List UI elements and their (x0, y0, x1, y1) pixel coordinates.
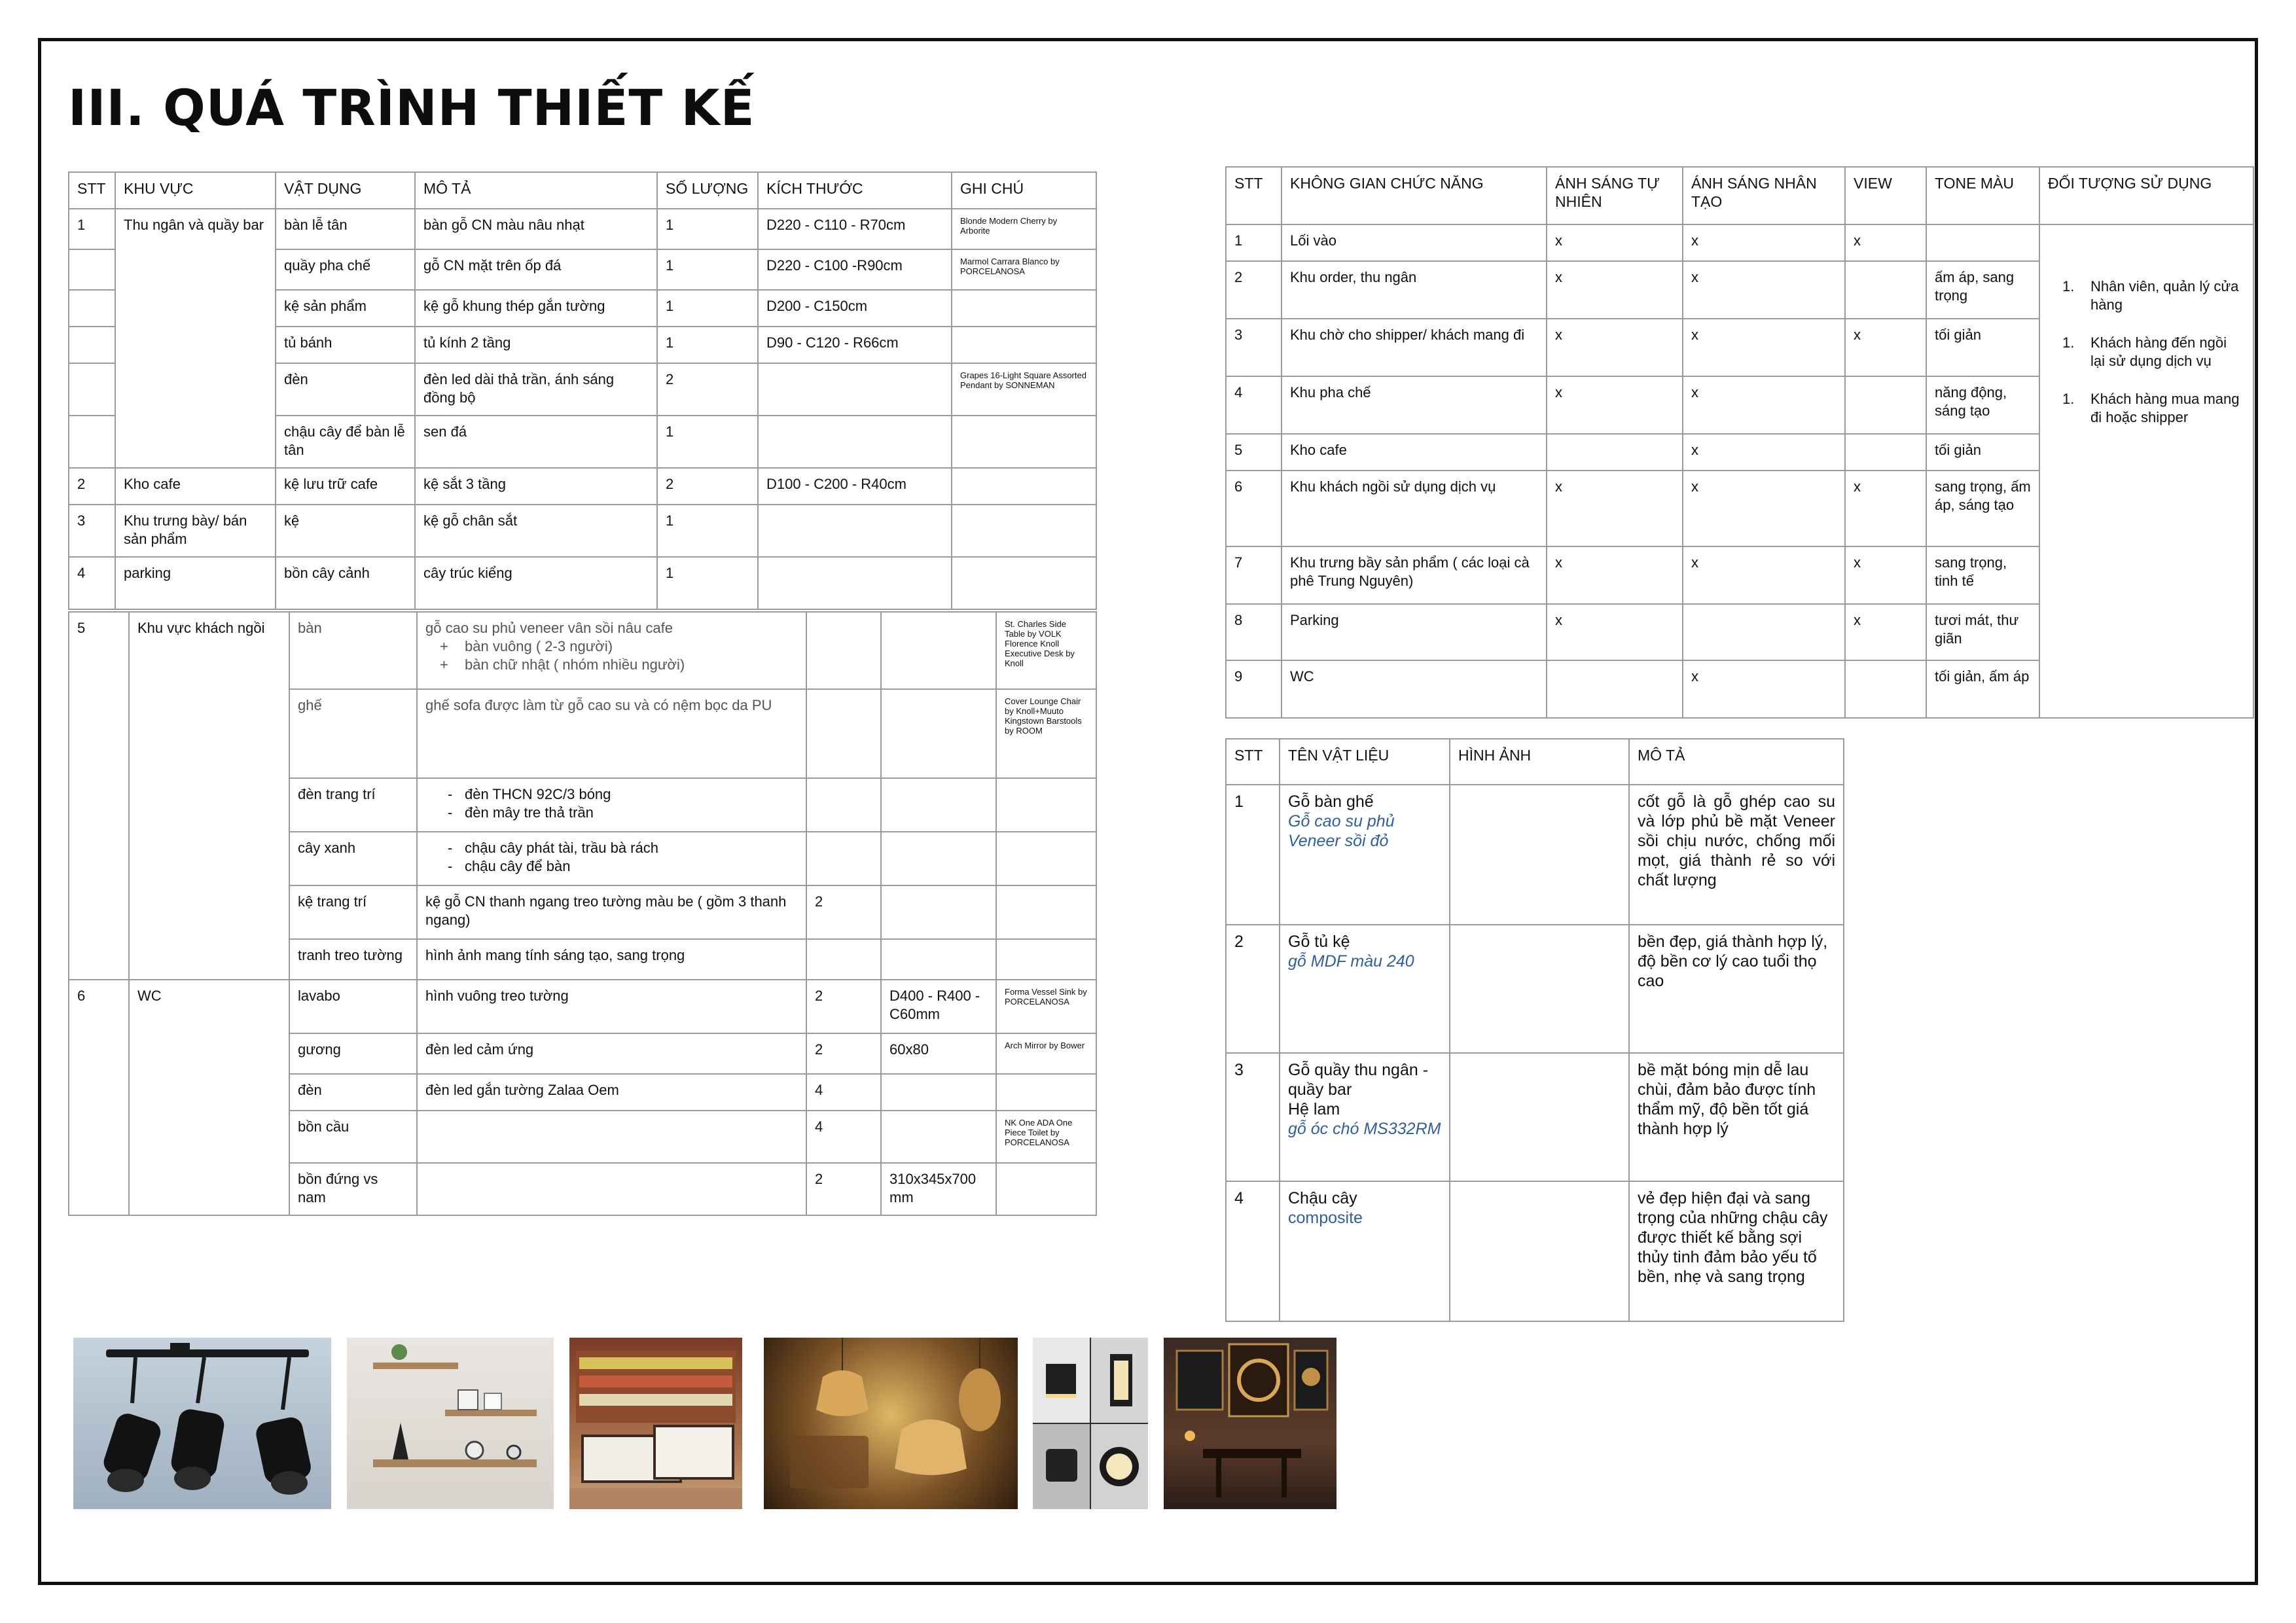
cell-qty (806, 612, 881, 689)
cell-item: chậu cây để bàn lễ tân (276, 416, 415, 468)
cell-artificial-light: x (1683, 546, 1845, 604)
cell-item: bàn lễ tân (276, 209, 415, 249)
cell-view (1845, 261, 1926, 319)
rattan-pendant-image (764, 1338, 1018, 1509)
table-row (69, 505, 1096, 557)
table-row (1226, 1181, 1844, 1321)
cell-material-name (1280, 1181, 1450, 1321)
cell-desc (417, 612, 806, 689)
cell-size (758, 505, 952, 557)
cell-item: tranh treo tường (289, 939, 417, 980)
cell-size (881, 612, 996, 689)
cell-size: D220 - C110 - R70cm (758, 209, 952, 249)
cell-image (1450, 925, 1629, 1053)
list-item: - chậu cây để bàn (425, 857, 798, 876)
cell-note: Forma Vessel Sink by PORCELANOSA (996, 980, 1096, 1033)
cell-item: tủ bánh (276, 327, 415, 363)
cell-note (996, 939, 1096, 980)
header-cell: ÁNH SÁNG TỰ NHIÊN (1547, 167, 1683, 224)
cell-stt: 6 (1226, 471, 1282, 546)
cell-tone: tối giản (1926, 434, 2039, 471)
cell-item: bàn (289, 612, 417, 689)
cell-desc: kệ gỗ CN thanh ngang treo tường màu be ( gồm 3 thanh ngang) (417, 885, 806, 939)
cell-stt: 7 (1226, 546, 1282, 604)
cell-desc: đèn led cảm ứng (417, 1033, 806, 1074)
cell-note: Marmol Carrara Blanco by PORCELANOSA (952, 249, 1096, 290)
cell-space: Kho cafe (1282, 434, 1547, 471)
cell-area: Kho cafe (115, 468, 276, 505)
cell-stt: 3 (69, 505, 115, 557)
header-cell: GHI CHÚ (952, 172, 1096, 209)
cell-image (1450, 785, 1629, 925)
cell-stt: 1 (1226, 785, 1280, 925)
cell-stt: 4 (1226, 1181, 1280, 1321)
cell-tone: năng động, sáng tạo (1926, 376, 2039, 434)
users-list (2048, 277, 2245, 427)
material-type: gỗ MDF màu 240 (1288, 952, 1414, 971)
list-item (2048, 334, 2245, 370)
cell-qty (806, 689, 881, 778)
desc-text: gỗ cao su phủ veneer vân sồi nâu cafe (425, 620, 673, 636)
cell-stt: 1 (69, 209, 115, 249)
cell-note: St. Charles Side Table by VOLK Florence Knoll Executive Desk by Knoll (996, 612, 1096, 689)
cell-qty (806, 778, 881, 832)
cell-item: gương (289, 1033, 417, 1074)
header-cell: ÁNH SÁNG NHÂN TẠO (1683, 167, 1845, 224)
cell-tone (1926, 224, 2039, 261)
cell-qty: 1 (657, 557, 758, 609)
header-cell: ĐỐI TƯỢNG SỬ DỤNG (2039, 167, 2253, 224)
cell-size (881, 832, 996, 885)
header-cell: HÌNH ẢNH (1450, 739, 1629, 785)
table-row (69, 468, 1096, 505)
cell-view (1845, 434, 1926, 471)
cell-note (952, 557, 1096, 609)
cell-qty: 4 (806, 1111, 881, 1163)
cell-desc: bề mặt bóng mịn dễ lau chùi, đảm bảo được tính thẩm mỹ, độ bền tốt giá thành hợp lý (1629, 1053, 1844, 1181)
cell-note (996, 832, 1096, 885)
cell-size (881, 689, 996, 778)
cell-space: Parking (1282, 604, 1547, 660)
table-row (69, 980, 1096, 1033)
cell-artificial-light: x (1683, 224, 1845, 261)
cell-desc: gỗ CN mặt trên ốp đá (415, 249, 657, 290)
cell-qty: 1 (657, 209, 758, 249)
table-row (69, 209, 1096, 249)
list-number: 1. (2062, 391, 2075, 407)
cell-view: x (1845, 546, 1926, 604)
cell-note (952, 327, 1096, 363)
material-name: Gỗ quầy thu ngân - quầy bar (1288, 1061, 1429, 1099)
cell-natural-light: x (1547, 546, 1683, 604)
table-row (69, 612, 1096, 689)
cell-qty: 2 (806, 1033, 881, 1074)
cell-item: cây xanh (289, 832, 417, 885)
table-row (1226, 785, 1844, 925)
cell-stt: 2 (1226, 925, 1280, 1053)
cell-qty: 1 (657, 327, 758, 363)
cell-item: kệ (276, 505, 415, 557)
cell-stt: 3 (1226, 1053, 1280, 1181)
cell-artificial-light: x (1683, 261, 1845, 319)
cell-item: kệ sản phẩm (276, 290, 415, 327)
cell-stt: 3 (1226, 319, 1282, 376)
header-cell: MÔ TẢ (1629, 739, 1844, 785)
cell-item: kệ trang trí (289, 885, 417, 939)
cell-tone: tối giản (1926, 319, 2039, 376)
cell-stt (69, 249, 115, 290)
cell-size (758, 363, 952, 416)
cell-natural-light: x (1547, 376, 1683, 434)
cell-area: WC (129, 980, 289, 1215)
sub-list (425, 637, 798, 674)
track-spotlight-photo (73, 1338, 331, 1509)
cell-stt (69, 416, 115, 468)
cell-qty: 1 (657, 416, 758, 468)
cell-stt (69, 290, 115, 327)
cell-space: Khu order, thu ngân (1282, 261, 1547, 319)
cell-material-name (1280, 925, 1450, 1053)
header-cell: MÔ TẢ (415, 172, 657, 209)
header-cell: TONE MÀU (1926, 167, 2039, 224)
cell-natural-light: x (1547, 224, 1683, 261)
cell-size: D100 - C200 - R40cm (758, 468, 952, 505)
header-cell: STT (1226, 739, 1280, 785)
cell-item: ghế (289, 689, 417, 778)
cell-item: bồn cầu (289, 1111, 417, 1163)
wall-shelf-photo (347, 1338, 554, 1509)
cell-size (881, 939, 996, 980)
cell-stt: 8 (1226, 604, 1282, 660)
cell-item: đèn (289, 1074, 417, 1111)
cell-tone: tối giản, ấm áp (1926, 660, 2039, 718)
cell-natural-light (1547, 660, 1683, 718)
cell-space: Khu khách ngồi sử dụng dịch vụ (1282, 471, 1547, 546)
cell-qty (806, 832, 881, 885)
sub-list (425, 839, 798, 876)
cell-qty: 2 (806, 980, 881, 1033)
display-shelf-photo (569, 1338, 742, 1509)
material-name-2: Hệ lam (1288, 1100, 1340, 1118)
cell-note: Cover Lounge Chair by Knoll+Muuto Kingstown Barstools by ROOM (996, 689, 1096, 778)
cell-size: D90 - C120 - R66cm (758, 327, 952, 363)
header-cell: STT (1226, 167, 1282, 224)
cell-note: NK One ADA One Piece Toilet by PORCELANOSA (996, 1111, 1096, 1163)
cell-note (996, 885, 1096, 939)
table-row (1226, 224, 2253, 261)
cell-artificial-light: x (1683, 376, 1845, 434)
cell-qty: 2 (806, 1163, 881, 1215)
list-text: Nhân viên, quản lý cửa hàng (2090, 278, 2239, 313)
cell-note (996, 778, 1096, 832)
cell-size (881, 778, 996, 832)
list-item (2048, 390, 2245, 427)
cell-desc (417, 778, 806, 832)
cell-stt: 9 (1226, 660, 1282, 718)
cell-desc (417, 832, 806, 885)
cell-note (952, 416, 1096, 468)
cell-area: parking (115, 557, 276, 609)
cell-view: x (1845, 604, 1926, 660)
header-cell: VẬT DỤNG (276, 172, 415, 209)
material-type: gỗ óc chó MS332RM (1288, 1120, 1441, 1138)
sub-list (425, 785, 798, 822)
cell-note (996, 1074, 1096, 1111)
cell-view: x (1845, 471, 1926, 546)
cell-artificial-light: x (1683, 434, 1845, 471)
cell-desc: sen đá (415, 416, 657, 468)
cell-desc: hình ảnh mang tính sáng tạo, sang trọng (417, 939, 806, 980)
cell-item: đèn trang trí (289, 778, 417, 832)
cell-qty: 2 (657, 468, 758, 505)
cell-size: D220 - C100 -R90cm (758, 249, 952, 290)
table-header-row (1226, 167, 2253, 224)
header-cell: VIEW (1845, 167, 1926, 224)
table-header-row (1226, 739, 1844, 785)
page-title: III. QUÁ TRÌNH THIẾT KẾ (68, 79, 755, 137)
cell-stt: 2 (1226, 261, 1282, 319)
cell-artificial-light: x (1683, 471, 1845, 546)
list-item: - đèn mây tre thả trần (425, 804, 798, 822)
header-cell: STT (69, 172, 115, 209)
cell-qty: 1 (657, 249, 758, 290)
cell-artificial-light (1683, 604, 1845, 660)
cell-desc: cốt gỗ là gỗ ghép cao su và lớp phủ bề mặt Veneer sồi chịu nước, chống mối mọt, giá thành rẻ so với chất lượng (1629, 785, 1844, 925)
cell-tone: sang trọng, tinh tế (1926, 546, 2039, 604)
cell-size: D400 - R400 - C60mm (881, 980, 996, 1033)
cell-desc: vẻ đẹp hiện đại và sang trọng của những chậu cây được thiết kế bằng sợi thủy tinh đảm bảo yếu tố bền, nhẹ và sang trọng (1629, 1181, 1844, 1321)
cell-stt: 5 (1226, 434, 1282, 471)
table-row (69, 557, 1096, 609)
cell-note (952, 290, 1096, 327)
cell-artificial-light: x (1683, 319, 1845, 376)
cell-natural-light: x (1547, 471, 1683, 546)
cell-space: Khu chờ cho shipper/ khách mang đi (1282, 319, 1547, 376)
cell-item: bồn đứng vs nam (289, 1163, 417, 1215)
table-row (1226, 1053, 1844, 1181)
cell-desc: hình vuông treo tường (417, 980, 806, 1033)
cell-size (881, 1111, 996, 1163)
cell-tone: tươi mát, thư giãn (1926, 604, 2039, 660)
cell-stt: 1 (1226, 224, 1282, 261)
cell-qty: 1 (657, 290, 758, 327)
cell-space: Lối vào (1282, 224, 1547, 261)
cell-item: kệ lưu trữ cafe (276, 468, 415, 505)
cell-note (952, 505, 1096, 557)
list-text: Khách hàng mua mang đi hoặc shipper (2090, 391, 2240, 425)
cell-space: Khu trưng bầy sản phẩm ( các loại cà phê Trung Nguyên) (1282, 546, 1547, 604)
cell-view: x (1845, 224, 1926, 261)
cell-desc: bàn gỗ CN màu nâu nhạt (415, 209, 657, 249)
cell-item: đèn (276, 363, 415, 416)
header-cell: TÊN VẬT LIỆU (1280, 739, 1450, 785)
cell-artificial-light: x (1683, 660, 1845, 718)
cell-space: WC (1282, 660, 1547, 718)
cell-desc: bền đẹp, giá thành hợp lý, độ bền cơ lý cao tuổi thọ cao (1629, 925, 1844, 1053)
wall-art-image (1164, 1338, 1336, 1509)
cell-size: 60x80 (881, 1033, 996, 1074)
cell-desc (417, 1163, 806, 1215)
cell-material-name (1280, 1053, 1450, 1181)
cell-stt: 4 (1226, 376, 1282, 434)
list-item (2048, 277, 2245, 314)
wall-shelf-image (347, 1338, 554, 1509)
wall-lamp-photo (1033, 1338, 1148, 1509)
cell-area: Thu ngân và quầy bar (115, 209, 276, 468)
cell-stt: 5 (69, 612, 129, 980)
header-cell: KHU VỰC (115, 172, 276, 209)
list-item: - đèn THCN 92C/3 bóng (425, 785, 798, 804)
cell-note (952, 468, 1096, 505)
cell-size: D200 - C150cm (758, 290, 952, 327)
cell-size (881, 885, 996, 939)
wall-lamp-image (1033, 1338, 1148, 1509)
cell-image (1450, 1053, 1629, 1181)
cell-area: Khu trưng bày/ bán sản phẩm (115, 505, 276, 557)
cell-qty: 1 (657, 505, 758, 557)
cell-size (758, 416, 952, 468)
cell-desc: ghế sofa được làm từ gỗ cao su và có nệm bọc da PU (417, 689, 806, 778)
cell-desc: kệ sắt 3 tầng (415, 468, 657, 505)
list-number: 1. (2062, 278, 2075, 294)
cell-stt: 6 (69, 980, 129, 1215)
cell-item: lavabo (289, 980, 417, 1033)
cell-note (996, 1163, 1096, 1215)
cell-desc: kệ gỗ khung thép gắn tường (415, 290, 657, 327)
material-type: Gỗ cao su phủ Veneer sồi đỏ (1288, 812, 1395, 850)
cell-material-name (1280, 785, 1450, 925)
material-name: Gỗ bàn ghế (1288, 793, 1374, 811)
cell-size (758, 557, 952, 609)
cell-desc: kệ gỗ chân sắt (415, 505, 657, 557)
header-cell: KHÔNG GIAN CHỨC NĂNG (1282, 167, 1547, 224)
cell-desc (417, 1111, 806, 1163)
list-item: + bàn vuông ( 2-3 người) (425, 637, 798, 656)
space-table (1225, 166, 2254, 719)
cell-note: Grapes 16-Light Square Assorted Pendant by SONNEMAN (952, 363, 1096, 416)
list-number: 1. (2062, 334, 2075, 351)
cell-desc: cây trúc kiểng (415, 557, 657, 609)
list-text: Khách hàng đến ngồi lại sử dụng dịch vụ (2090, 334, 2227, 369)
cell-stt: 4 (69, 557, 115, 609)
cell-stt: 2 (69, 468, 115, 505)
material-table (1225, 738, 1844, 1322)
cell-note: Arch Mirror by Bower (996, 1033, 1096, 1074)
cell-users (2039, 224, 2253, 718)
material-type: composite (1288, 1209, 1363, 1227)
cell-qty: 2 (806, 885, 881, 939)
cell-qty: 2 (657, 363, 758, 416)
cell-size (881, 1074, 996, 1111)
cell-stt (69, 363, 115, 416)
list-item: + bàn chữ nhật ( nhóm nhiều người) (425, 656, 798, 674)
cell-desc: đèn led gắn tường Zalaa Oem (417, 1074, 806, 1111)
list-item: - chậu cây phát tài, trầu bà rách (425, 839, 798, 857)
cell-qty: 4 (806, 1074, 881, 1111)
cell-space: Khu pha chế (1282, 376, 1547, 434)
cell-natural-light: x (1547, 261, 1683, 319)
material-name: Gỗ tủ kệ (1288, 933, 1350, 951)
cell-stt (69, 327, 115, 363)
rattan-pendant-photo (764, 1338, 1018, 1509)
cell-qty (806, 939, 881, 980)
cell-item: bồn cây cảnh (276, 557, 415, 609)
cell-size: 310x345x700 mm (881, 1163, 996, 1215)
cell-desc: đèn led dài thả trần, ánh sáng đồng bộ (415, 363, 657, 416)
cell-view (1845, 376, 1926, 434)
header-cell: SỐ LƯỢNG (657, 172, 758, 209)
table-row (1226, 925, 1844, 1053)
cell-tone: sang trọng, ấm áp, sáng tạo (1926, 471, 2039, 546)
table-header-row (69, 172, 1096, 209)
cell-natural-light: x (1547, 604, 1683, 660)
cell-note: Blonde Modern Cherry by Arborite (952, 209, 1096, 249)
header-cell: KÍCH THƯỚC (758, 172, 952, 209)
cell-view (1845, 660, 1926, 718)
cell-natural-light (1547, 434, 1683, 471)
items-table (68, 171, 1097, 610)
material-name: Chậu cây (1288, 1189, 1357, 1207)
cell-desc: tủ kính 2 tầng (415, 327, 657, 363)
cell-tone: ấm áp, sang trọng (1926, 261, 2039, 319)
cell-area: Khu vực khách ngồi (129, 612, 289, 980)
track-spotlight-image (73, 1338, 331, 1509)
items-table-continued (68, 611, 1097, 1216)
cell-natural-light: x (1547, 319, 1683, 376)
cell-view: x (1845, 319, 1926, 376)
display-shelf-image (569, 1338, 742, 1509)
cell-image (1450, 1181, 1629, 1321)
wall-art-photo (1164, 1338, 1336, 1509)
cell-item: quầy pha chế (276, 249, 415, 290)
